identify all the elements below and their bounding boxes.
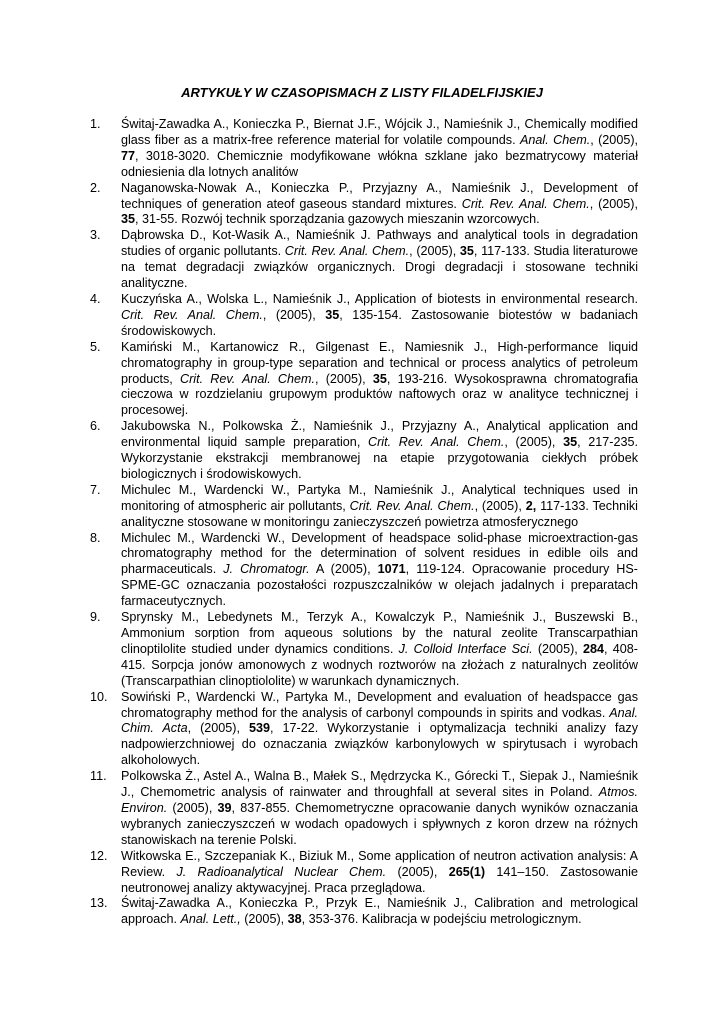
- item-authors-title: Polkowska Ż., Astel A., Walna B., Małek S., Mędrzycka K., Górecki T., Siepak J., Namieśnik J., Chemometric analysis of rainwater and throughfall at several sites in Poland.: [121, 769, 638, 800]
- item-pages-summary: , 17-22. Wykorzystanie i optymalizacja techniki analizy fazy nadpowierzchniowej do oznaczania związków karbonylowych w spirytusach i wyrobach alkoholowych.: [121, 721, 638, 768]
- item-number: 7.: [90, 482, 101, 497]
- item-pages-summary: , 117-133. Studia literaturowe na temat degradacji związków organicznych. Drogi degradacji i stosowane techniki analityczne.: [121, 244, 638, 291]
- item-number: 11.: [90, 769, 107, 784]
- item-volume: 35: [459, 244, 474, 259]
- list-item: [90, 849, 638, 897]
- publication-list: [90, 117, 638, 928]
- item-volume: 39: [217, 800, 232, 815]
- item-journal: Crit. Rev. Anal. Chem.: [284, 244, 410, 259]
- list-item: [90, 483, 638, 531]
- item-number: 8.: [90, 530, 101, 545]
- item-authors-title: Kamiński M., Kartanowicz R., Gilgenast E., Namiesnik J., High-performance liquid chromatography in group-type separation and technical or process analytics of petroleum products,: [121, 339, 638, 386]
- list-item: [90, 690, 638, 770]
- item-journal: J. Colloid Interface Sci.: [398, 641, 533, 656]
- list-item: [90, 531, 638, 611]
- item-authors-title: Witkowska E., Szczepaniak K., Biziuk M., Some application of neutron activation analysis: A Review.: [121, 848, 638, 879]
- list-item: [90, 117, 638, 181]
- item-journal: Anal. Lett.,: [180, 912, 241, 927]
- item-journal: Crit. Rev. Anal. Chem.: [121, 307, 263, 322]
- item-volume: 539: [249, 721, 271, 736]
- item-pages-summary: , 193-216. Wysokosprawna chromatografia cieczowa w rozdzielaniu grupowym produktów naftowych oraz w analityce technicznej i procesowej.: [121, 371, 638, 418]
- item-authors-title: Jakubowska N., Polkowska Ż., Namieśnik J., Przyjazny A., Analytical application and environmental liquid sample preparation,: [121, 419, 638, 450]
- item-volume: 284: [583, 641, 605, 656]
- list-item: [90, 896, 638, 928]
- item-year: , (2005),: [409, 244, 460, 259]
- item-authors-title: Sowiński P., Wardencki W., Partyka M., Development and evaluation of headspacce gas chromatography method for the analysis of carbonyl compounds in spirits and vodkas.: [121, 689, 638, 720]
- item-pages-summary: , 31-55. Rozwój technik sporządzania gazowych mieszanin wzorcowych.: [135, 212, 540, 227]
- list-item: [90, 292, 638, 340]
- item-volume: 2,: [525, 498, 537, 513]
- item-year: , (2005),: [474, 498, 526, 513]
- item-year: , (2005),: [262, 307, 326, 322]
- item-authors-title: Sprynsky M., Lebedynets M., Terzyk A., Kowalczyk P., Namieśnik J., Buszewski B., Ammonium sorption from aqueous solutions by the natural zeolite Transcarpathian clinoptilolite studied under dynamics conditions.: [121, 610, 638, 656]
- item-volume: 265(1): [448, 864, 486, 879]
- item-year: , (2005),: [590, 132, 639, 147]
- item-number: 13.: [90, 896, 108, 911]
- item-volume: 38: [287, 912, 302, 927]
- page-title: ARTYKUŁY W CZASOPISMACH Z LISTY FILADELFIJSKIEJ: [181, 85, 543, 100]
- item-number: 6.: [90, 419, 101, 434]
- item-number: 1.: [90, 117, 101, 131]
- item-journal: Anal. Chem.: [519, 132, 591, 147]
- item-authors-title: Świtaj-Zawadka A., Konieczka P., Przyk E., Namieśnik J., Calibration and metrological approach.: [121, 896, 638, 927]
- item-journal: Anal. Chim. Acta: [121, 705, 638, 736]
- item-volume: 1071: [377, 562, 406, 577]
- item-year: , (2005),: [315, 371, 373, 386]
- item-number: 9.: [90, 610, 101, 625]
- list-item: [90, 181, 638, 229]
- item-year: , (2005),: [589, 196, 638, 211]
- item-authors-title: Kuczyńska A., Wolska L., Namieśnik J., Application of biotests in environmental research.: [121, 291, 638, 306]
- list-item: [90, 340, 638, 420]
- list-item: [90, 769, 638, 849]
- item-journal: J. Chromatogr.: [223, 562, 310, 577]
- item-pages-summary: , 353-376. Kalibracja w podejściu metrologicznym.: [301, 912, 582, 927]
- item-number: 2.: [90, 180, 101, 195]
- item-year: A (2005),: [309, 562, 378, 577]
- item-authors-title: Świtaj-Zawadka A., Konieczka P., Biernat J.F., Wójcik J., Namieśnik J., Chemically modified glass fiber as a matrix-free reference material for volatile compounds.: [121, 117, 638, 147]
- item-pages-summary: , 408-415. Sorpcja jonów amonowych z wodnych roztworów na złożach z naturalnych zeolitów (Transcarpathian clinoptiololite) w warunkach dynamicznych.: [121, 641, 638, 688]
- item-pages-summary: 117-133. Techniki analityczne stosowane w monitoringu zanieczyszczeń powietrza atmosferycznego: [121, 498, 638, 529]
- item-pages-summary: 141–150. Zastosowanie neutronowej analizy aktywacyjnej. Praca przeglądowa.: [121, 864, 638, 895]
- item-pages-summary: , 3018-3020. Chemicznie modyfikowane włókna szklane jako bezmatrycowy materiał odniesienia dla lotnych analitów: [121, 148, 638, 179]
- item-year: (2005),: [167, 800, 218, 815]
- item-number: 3.: [90, 228, 101, 243]
- item-pages-summary: , 119-124. Opracowanie procedury HS-SPME-GC oznaczania pozostałości rozpuszczalników w olejach jadalnych i preparatach farmaceutycznych.: [121, 562, 638, 609]
- item-volume: 35: [121, 212, 136, 227]
- item-pages-summary: , 217-235. Wykorzystanie ekstrakcji membranowej na etapie przygotowania ciekłych próbek biologicznych i środowiskowych.: [121, 435, 638, 481]
- item-volume: 77: [121, 148, 136, 163]
- item-authors-title: Michulec M., Wardencki W., Development of headspace solid-phase microextraction-gas chromatography method for the determination of solvent residues in edible oils and pharmaceuticals.: [121, 530, 638, 577]
- item-pages-summary: , 135-154. Zastosowanie biotestów w badaniach środowiskowych.: [121, 307, 638, 338]
- item-year: (2005),: [532, 641, 584, 656]
- item-journal: Atmos. Environ.: [121, 785, 638, 815]
- item-number: 4.: [90, 291, 101, 306]
- item-journal: Crit. Rev. Anal. Chem.: [180, 371, 316, 386]
- item-year: , (2005),: [504, 435, 564, 450]
- item-authors-title: Naganowska-Nowak A., Konieczka P., Przyjazny A., Namieśnik J., Development of techniques of generation ateof gaseous standard mixtures.: [121, 180, 638, 211]
- item-number: 10.: [90, 689, 108, 704]
- list-item: [90, 419, 638, 483]
- item-journal: Crit. Rev. Anal. Chem.: [461, 196, 590, 211]
- item-journal: Crit. Rev. Anal. Chem.: [349, 498, 475, 513]
- list-item: [90, 228, 638, 292]
- item-journal: Crit. Rev. Anal. Chem.: [367, 435, 505, 450]
- list-item: [90, 610, 638, 690]
- item-number: 12.: [90, 848, 108, 863]
- item-volume: 35: [563, 435, 578, 450]
- item-journal: J. Radioanalytical Nuclear Chem.: [176, 864, 387, 879]
- item-authors-title: Michulec M., Wardencki W., Partyka M., Namieśnik J., Analytical techniques used in monitoring of atmospheric air pollutants,: [121, 482, 638, 513]
- item-year: , (2005),: [187, 721, 249, 736]
- item-year: (2005),: [386, 864, 449, 879]
- item-year: (2005),: [240, 912, 288, 927]
- item-authors-title: Dąbrowska D., Kot-Wasik A., Namieśnik J. Pathways and analytical tools in degradation studies of organic pollutants.: [121, 228, 638, 259]
- item-number: 5.: [90, 339, 101, 354]
- item-volume: 35: [372, 371, 387, 386]
- item-pages-summary: , 837-855. Chemometryczne opracowanie danych wyników oznaczania wybranych zanieczyszczeń w wodach opadowych i spływnych z koron drzew na różnych stanowiskach na terenie Polski.: [121, 800, 639, 847]
- item-volume: 35: [325, 307, 340, 322]
